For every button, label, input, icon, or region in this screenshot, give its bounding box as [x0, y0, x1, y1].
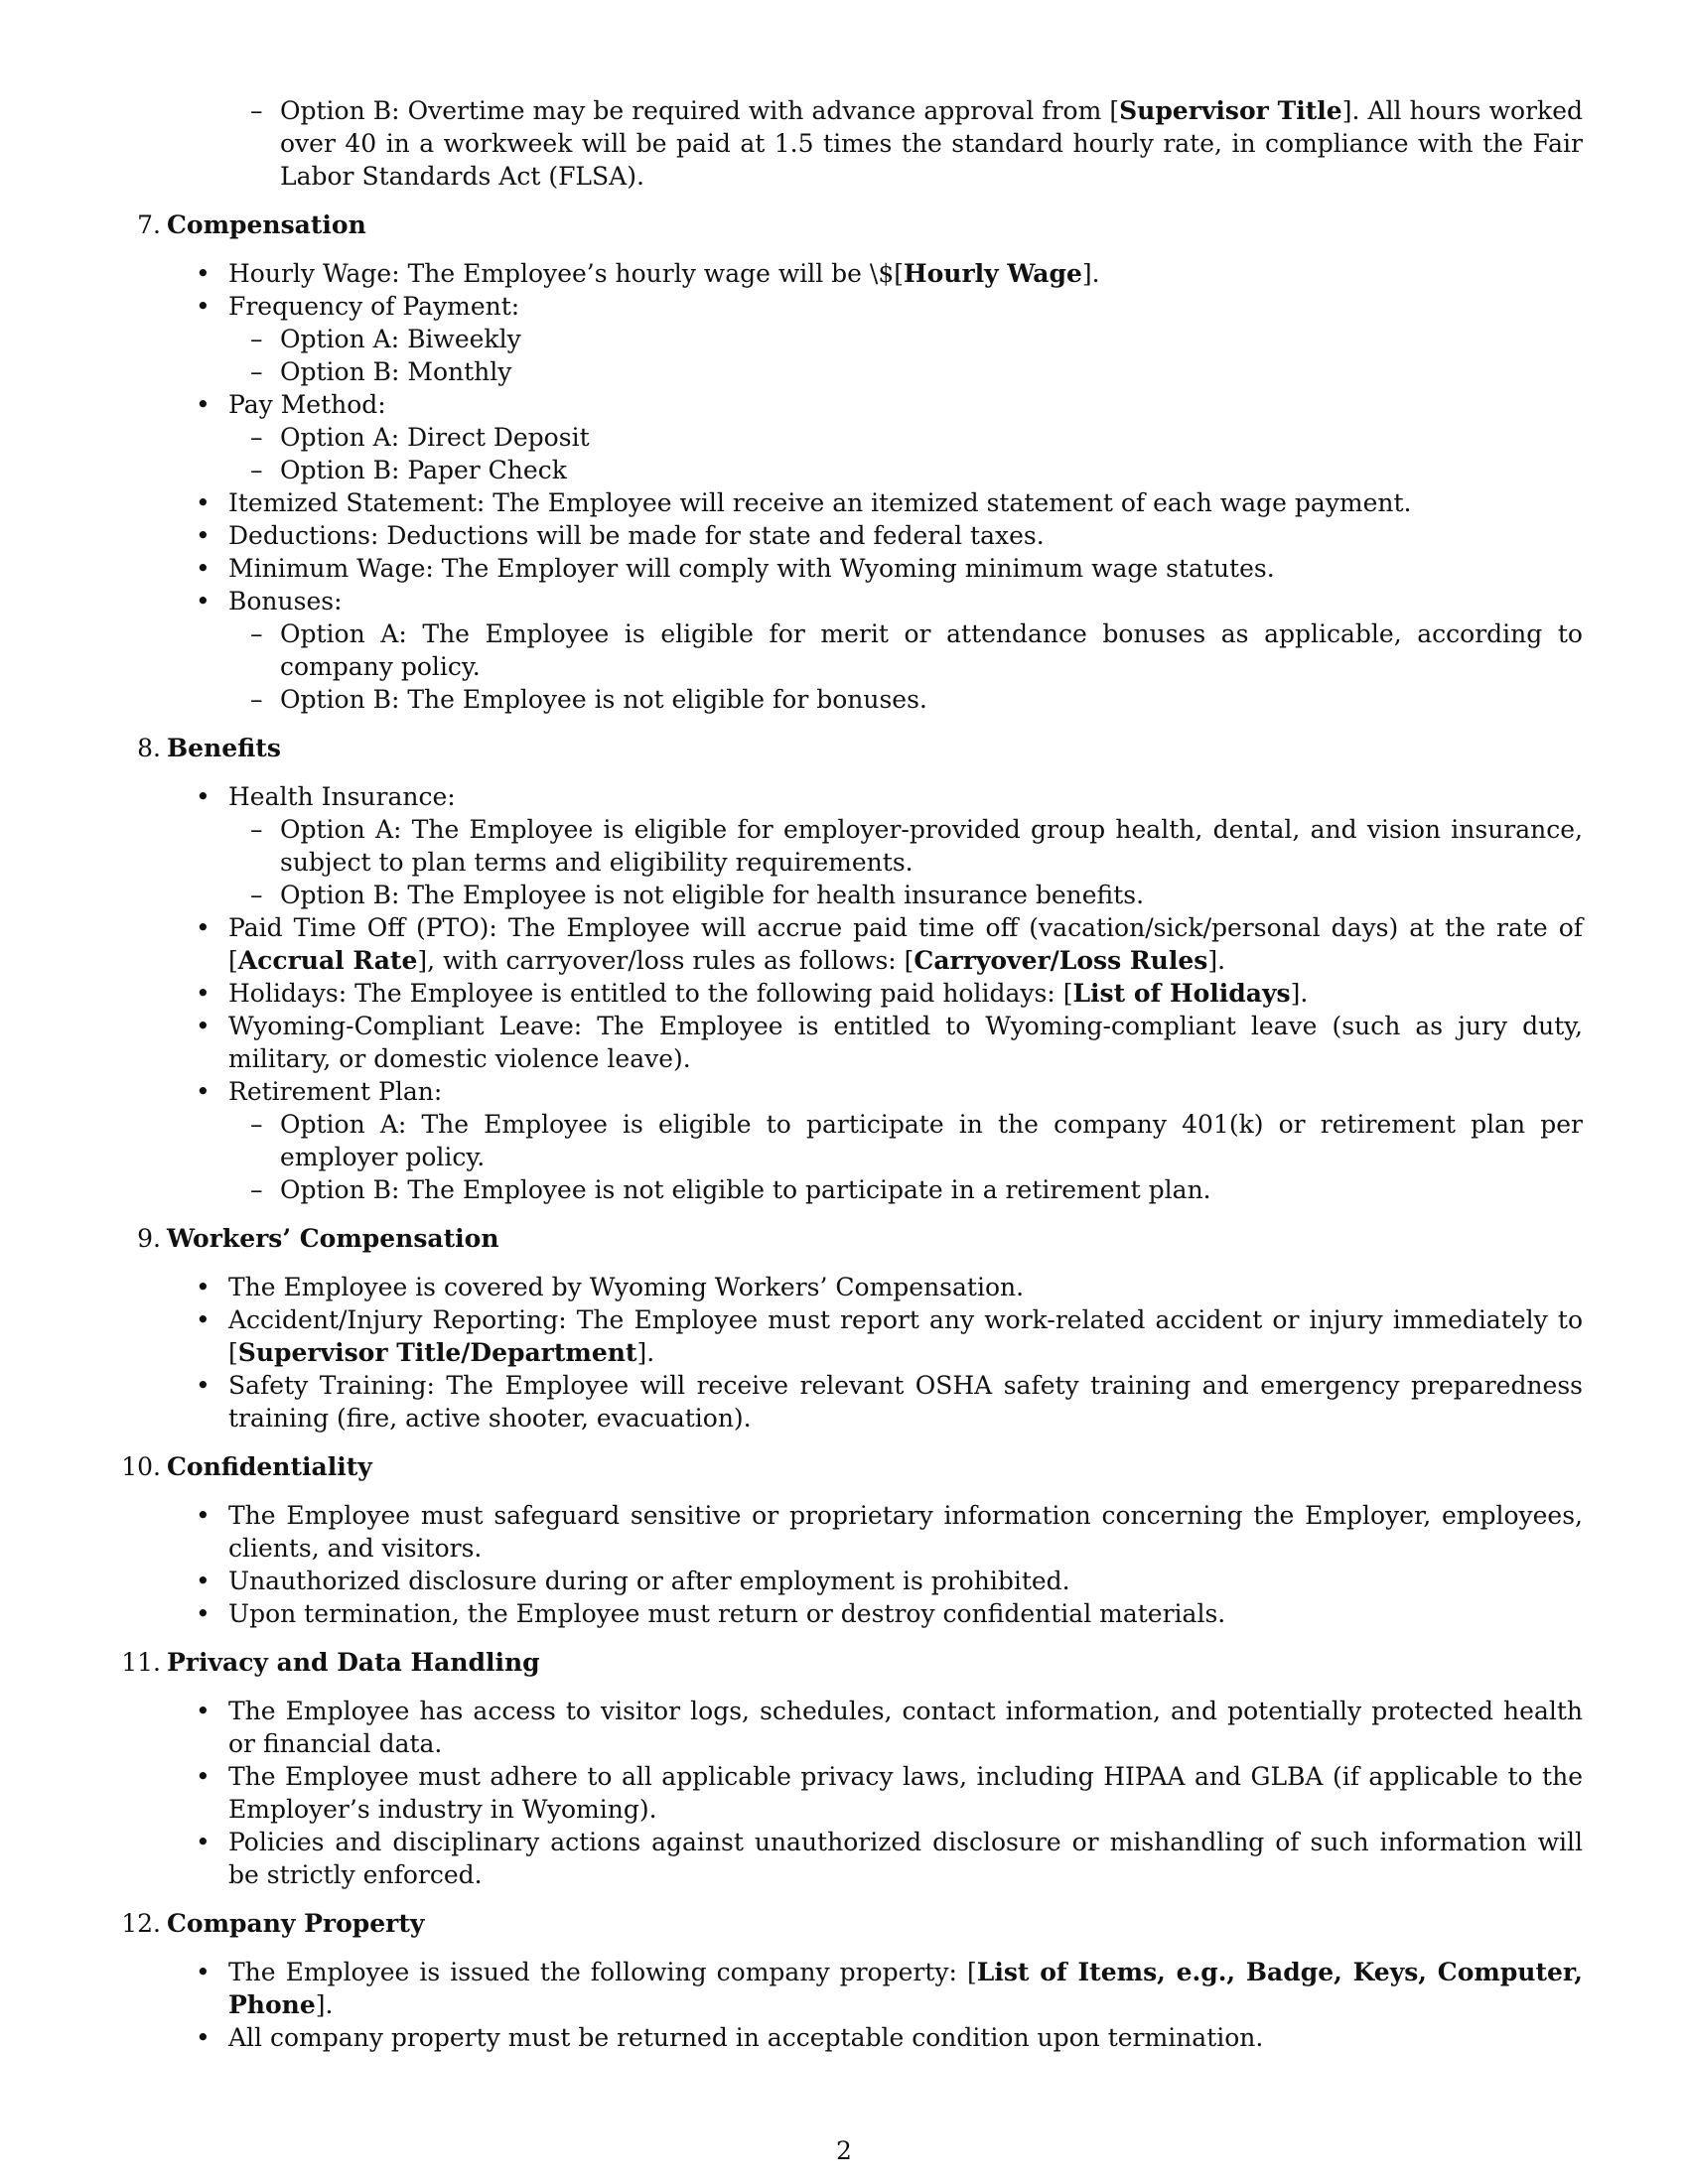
- text-run: ], with carryover/loss rules as follows: [: [417, 946, 914, 975]
- bullet-item: [167, 552, 1583, 585]
- section-title: Privacy and Data Handling: [167, 1648, 540, 1677]
- text-run: Wyoming-Compliant Leave: The Employee is entitled to Wyoming-compliant leave (such as jury duty, military, or domestic violence leave).: [228, 1012, 1583, 1073]
- bullet-marker: •: [196, 1567, 211, 1595]
- text-run: Option B: The Employee is not eligible for bonuses.: [280, 685, 927, 714]
- bullet-marker: •: [196, 979, 211, 1008]
- placeholder-field: List of Holidays: [1072, 979, 1291, 1008]
- bullet-item: [167, 257, 1583, 290]
- section: [121, 1646, 1583, 1891]
- bullet-marker: •: [196, 1599, 211, 1628]
- placeholder-field: Carryover/Loss Rules: [914, 946, 1208, 975]
- option-list: [228, 323, 1583, 388]
- bullet-marker: •: [196, 1828, 211, 1856]
- bullet-marker: •: [196, 521, 211, 550]
- text-run: Accident/Injury Reporting: The Employee must report any work-related accident or injury immediately to [: [228, 1305, 1583, 1367]
- text-run: Option A: The Employee is eligible for employer-provided group health, dental, and vision insurance, subject to plan terms and eligibility requirements.: [280, 815, 1583, 877]
- section-title: Company Property: [167, 1909, 425, 1938]
- bullet-item: [167, 2021, 1583, 2054]
- text-run: Paid Time Off (PTO): The Employee will accrue paid time off (vacation/sick/personal days) at the rate of [: [228, 913, 1583, 975]
- text-run: Minimum Wage: The Employer will comply with Wyoming minimum wage statutes.: [228, 554, 1275, 583]
- bullet-item: [167, 977, 1583, 1010]
- text-run: Option A: Direct Deposit: [280, 423, 590, 452]
- text-run: Option A: Biweekly: [280, 325, 521, 353]
- text-run: The Employee is issued the following company property: [: [228, 1958, 977, 1986]
- text-run: All company property must be returned in acceptable condition upon termination.: [228, 2023, 1264, 2052]
- bullet-marker: •: [196, 259, 211, 288]
- dash-marker: –: [250, 619, 263, 648]
- bullet-item: [167, 1499, 1583, 1565]
- text-run: ].: [1081, 259, 1100, 288]
- text-run: Option A: The Employee is eligible for merit or attendance bonuses as applicable, according to company policy.: [280, 619, 1583, 681]
- text-run: Option B: Monthly: [280, 357, 512, 386]
- section-heading: [121, 1450, 1583, 1483]
- dash-marker: –: [250, 456, 263, 484]
- bullet-item: [167, 780, 1583, 911]
- text-run: ].: [1290, 979, 1309, 1008]
- section-heading: [137, 732, 1583, 764]
- intro-option-list: [167, 94, 1583, 193]
- dash-marker: –: [250, 96, 263, 125]
- bullet-marker: •: [196, 782, 211, 811]
- text-run: Bonuses:: [228, 587, 343, 615]
- section-title: Compensation: [167, 210, 366, 239]
- placeholder-field: Hourly Wage: [904, 259, 1082, 288]
- bullet-list: [167, 780, 1583, 1206]
- option-item: [228, 879, 1583, 911]
- option-item: [228, 355, 1583, 388]
- text-run: Retirement Plan:: [228, 1077, 443, 1106]
- option-item: [228, 1173, 1583, 1206]
- section-number: 7.: [137, 210, 161, 239]
- bullet-marker: •: [196, 1697, 211, 1725]
- section-heading: [121, 1907, 1583, 1940]
- text-run: Option B: The Employee is not eligible to participate in a retirement plan.: [280, 1175, 1211, 1204]
- bullet-marker: •: [196, 1305, 211, 1334]
- placeholder-field: Supervisor Title: [1119, 96, 1342, 125]
- option-list: [228, 617, 1583, 716]
- bullet-marker: •: [196, 1501, 211, 1530]
- dash-marker: –: [250, 881, 263, 909]
- text-run: Option B: Paper Check: [280, 456, 567, 484]
- section-heading: [137, 1222, 1583, 1255]
- document-body: [121, 94, 1583, 2054]
- text-run: ].: [315, 1990, 334, 2019]
- bullet-item: [167, 1271, 1583, 1303]
- text-run: ].: [636, 1338, 655, 1367]
- section-title: Benefits: [167, 734, 281, 762]
- dash-marker: –: [250, 423, 263, 452]
- text-run: Option A: The Employee is eligible to participate in the company 401(k) or retirement plan per employer policy.: [280, 1110, 1583, 1171]
- bullet-item: [167, 1597, 1583, 1630]
- section-title: Confidentiality: [167, 1452, 372, 1481]
- section-heading: [137, 208, 1583, 241]
- text-run: Hourly Wage: The Employee’s hourly wage will be \$[: [228, 259, 905, 288]
- placeholder-field: Supervisor Title/Department: [237, 1338, 637, 1367]
- bullet-marker: •: [196, 488, 211, 517]
- section-number: 10.: [121, 1452, 161, 1481]
- bullet-marker: •: [196, 587, 211, 615]
- bullet-item: [167, 290, 1583, 388]
- text-run: ].: [1207, 946, 1226, 975]
- text-run: Option B: Overtime may be required with advance approval from [: [280, 96, 1120, 125]
- section-heading: [121, 1646, 1583, 1679]
- section-number: 8.: [137, 734, 161, 762]
- bullet-marker: •: [196, 1273, 211, 1301]
- bullet-item: [167, 1565, 1583, 1597]
- text-run: Holidays: The Employee is entitled to the following paid holidays: [: [228, 979, 1073, 1008]
- option-item: [228, 454, 1583, 486]
- section-number: 12.: [121, 1909, 161, 1938]
- bullet-item: [167, 1369, 1583, 1434]
- bullet-item: [167, 1010, 1583, 1075]
- page-number: 2: [836, 2136, 852, 2165]
- text-run: The Employee has access to visitor logs, schedules, contact information, and potentially protected health or financial data.: [228, 1697, 1583, 1758]
- text-run: Pay Method:: [228, 390, 386, 419]
- dash-marker: –: [250, 1175, 263, 1204]
- bullet-marker: •: [196, 1371, 211, 1400]
- text-run: Upon termination, the Employee must return or destroy confidential materials.: [228, 1599, 1226, 1628]
- bullet-item: [167, 911, 1583, 977]
- dash-marker: –: [250, 325, 263, 353]
- bullet-marker: •: [196, 913, 211, 942]
- bullet-item: [167, 519, 1583, 552]
- placeholder-field: List of Items, e.g., Badge, Keys, Computer, Phone: [228, 1958, 1583, 2019]
- section-number: 11.: [121, 1648, 161, 1677]
- option-item: [228, 1108, 1583, 1173]
- bullet-marker: •: [196, 1762, 211, 1791]
- dash-marker: –: [250, 685, 263, 714]
- bullet-list: [167, 1271, 1583, 1434]
- option-item: [167, 94, 1583, 193]
- dash-marker: –: [250, 1110, 263, 1139]
- bullet-list: [167, 1956, 1583, 2054]
- option-item: [228, 813, 1583, 879]
- option-item: [228, 617, 1583, 683]
- bullet-item: [167, 1695, 1583, 1760]
- text-run: Itemized Statement: The Employee will receive an itemized statement of each wage payment.: [228, 488, 1412, 517]
- text-run: The Employee must safeguard sensitive or proprietary information concerning the Employer, employees, clients, and visitors.: [228, 1501, 1583, 1563]
- text-run: Health Insurance:: [228, 782, 456, 811]
- text-run: Unauthorized disclosure during or after employment is prohibited.: [228, 1567, 1070, 1595]
- dash-marker: –: [250, 815, 263, 844]
- section-title: Workers’ Compensation: [167, 1224, 499, 1253]
- option-item: [228, 683, 1583, 716]
- bullet-item: [167, 1760, 1583, 1826]
- option-list: [228, 421, 1583, 486]
- section: [137, 732, 1583, 1206]
- dash-marker: –: [250, 357, 263, 386]
- bullet-marker: •: [196, 1958, 211, 1986]
- bullet-marker: •: [196, 554, 211, 583]
- bullet-item: [167, 1956, 1583, 2021]
- option-list: [228, 813, 1583, 911]
- bullet-marker: •: [196, 1012, 211, 1040]
- section: [121, 1907, 1583, 2054]
- sections-container: [121, 208, 1583, 2054]
- placeholder-field: Accrual Rate: [237, 946, 418, 975]
- text-run: ]. All hours worked over 40 in a workweek will be paid at 1.5 times the standard hourly rate, in compliance with the Fair Labor Standards Act (FLSA).: [280, 96, 1583, 191]
- text-run: The Employee is covered by Wyoming Workers’ Compensation.: [228, 1273, 1025, 1301]
- bullet-item: [167, 1303, 1583, 1369]
- bullet-marker: •: [196, 1077, 211, 1106]
- bullet-marker: •: [196, 292, 211, 321]
- bullet-list: [167, 1499, 1583, 1630]
- text-run: Option B: The Employee is not eligible for health insurance benefits.: [280, 881, 1145, 909]
- bullet-item: [167, 388, 1583, 486]
- option-item: [228, 421, 1583, 454]
- section-number: 9.: [137, 1224, 161, 1253]
- bullet-marker: •: [196, 2023, 211, 2052]
- option-list: [228, 1108, 1583, 1206]
- bullet-item: [167, 585, 1583, 716]
- section: [121, 1450, 1583, 1630]
- section: [137, 1222, 1583, 1434]
- text-run: Policies and disciplinary actions against unauthorized disclosure or mishandling of such information will be strictly enforced.: [228, 1828, 1583, 1889]
- option-item: [228, 323, 1583, 355]
- text-run: Safety Training: The Employee will receive relevant OSHA safety training and emergency preparedness training (fire, active shooter, evacuation).: [228, 1371, 1583, 1433]
- bullet-marker: •: [196, 390, 211, 419]
- bullet-item: [167, 1075, 1583, 1206]
- text-run: The Employee must adhere to all applicable privacy laws, including HIPAA and GLBA (if applicable to the Employer’s industry in Wyoming).: [228, 1762, 1583, 1824]
- text-run: Deductions: Deductions will be made for state and federal taxes.: [228, 521, 1045, 550]
- bullet-item: [167, 486, 1583, 519]
- bullet-item: [167, 1826, 1583, 1891]
- bullet-list: [167, 1695, 1583, 1891]
- text-run: Frequency of Payment:: [228, 292, 520, 321]
- bullet-list: [167, 257, 1583, 716]
- section: [137, 208, 1583, 716]
